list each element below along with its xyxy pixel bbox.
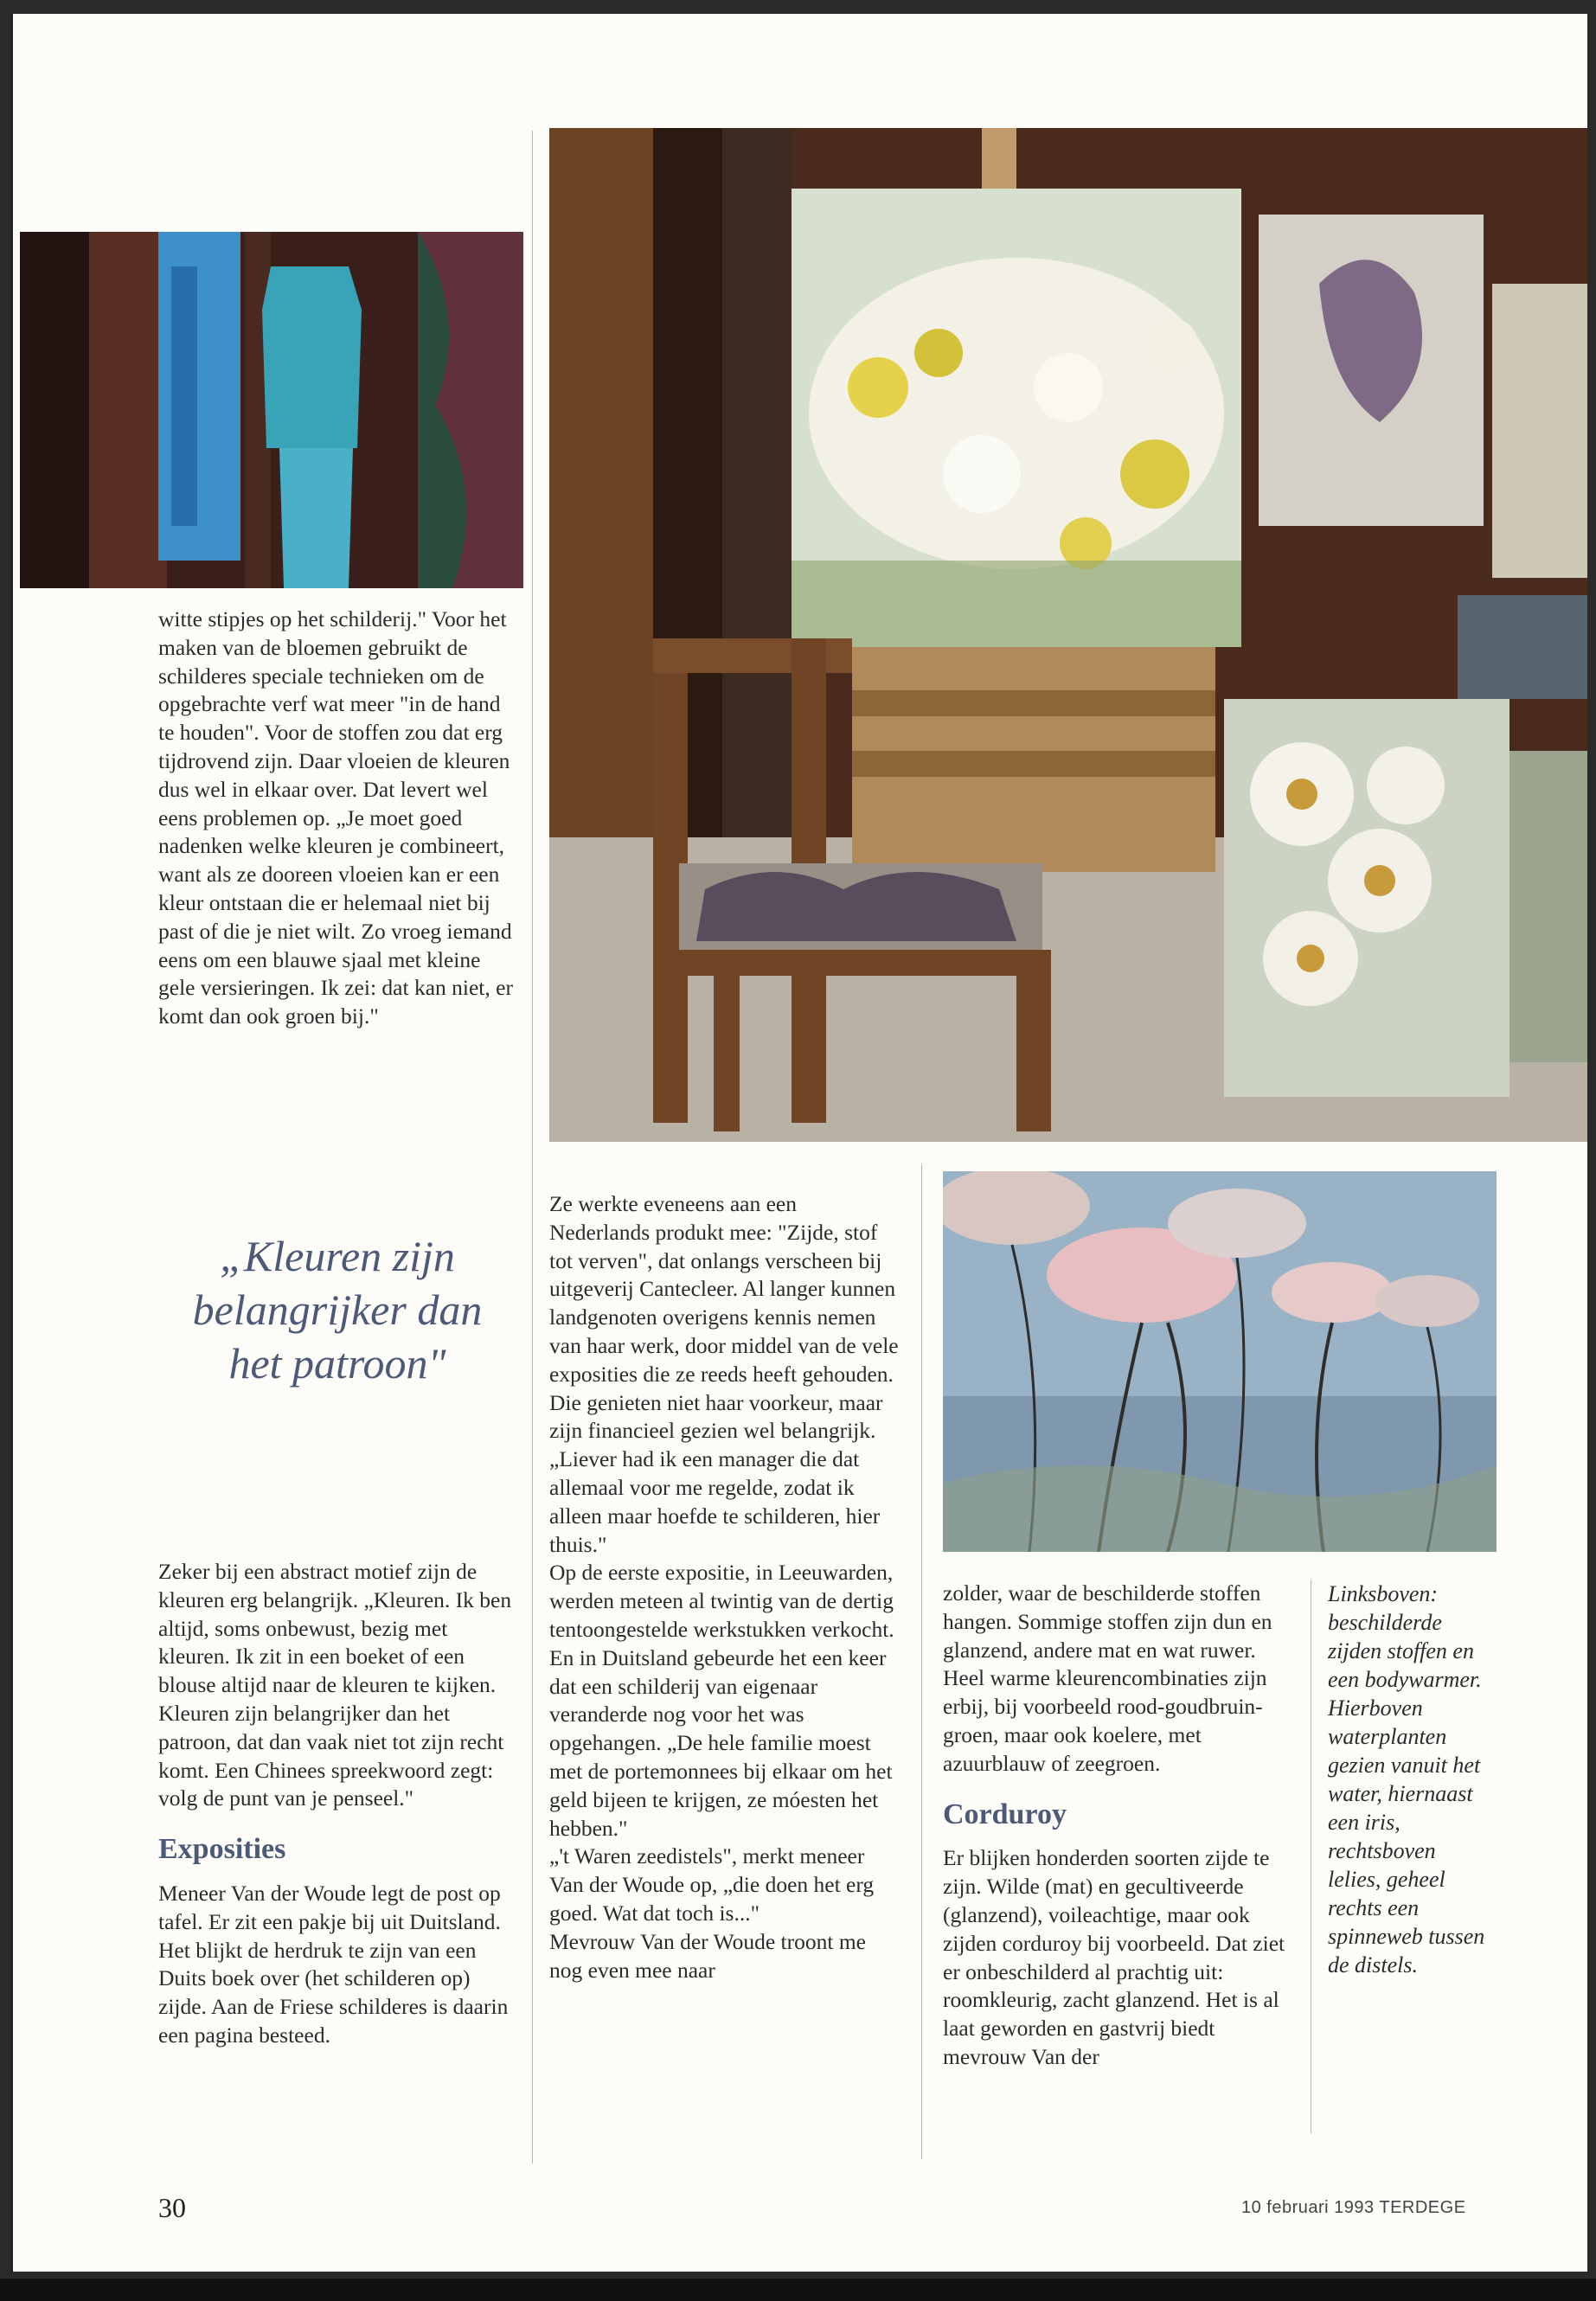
middle-column-paragraph-3: „'t Waren zeedistels", merkt meneer Van der Woude op, „die doen het erg goed. Wat dat toch is...": [549, 1843, 875, 1926]
right-column-text: [943, 1580, 1289, 2072]
studio-illustration: [549, 128, 1587, 1142]
column-divider-middle: [921, 1164, 922, 2159]
page-number: 30: [158, 2192, 186, 2223]
magazine-page: [10, 14, 1587, 2272]
silk-fabrics-illustration: [20, 232, 523, 588]
right-column-paragraph-1: zolder, waar de beschilderde stoffen hangen. Sommige stoffen zijn dun en glanzend, andere mat en wat ruwer. Heel warme kleurencombinaties zijn erbij, bij voorbeeld rood-goudbruin-groen, maar ook koelere, met azuurblauw of zeegroen.: [943, 1580, 1272, 1776]
middle-column-paragraph-4: Mevrouw Van der Woude troont me nog even mee naar: [549, 1928, 866, 1983]
heading-corduroy: Corduroy: [943, 1798, 1067, 1830]
pull-quote: „Kleuren zijn belangrijker dan het patroon": [192, 1232, 483, 1388]
water-plants-illustration: [943, 1171, 1497, 1552]
photo-silk-fabrics: [20, 232, 523, 588]
photo-caption: Linksboven: beschilderde zijden stoffen en een bodywarmer. Hierboven waterplanten gezien vanuit het water, hiernaast een iris, rechtsboven lelies, geheel rechts een spinneweb tussen de distels.: [1328, 1581, 1485, 1977]
left-column-top-paragraph: witte stipjes op het schilderij." Voor het maken van de bloemen gebruikt de schilderes speciale technieken om de opgebrachte verf wat meer "in de hand te houden". Voor de stoffen zou dat erg tijdrovend zijn. Daar vloeien de kleuren dus wel in elkaar over. Dat levert wel eens problemen op. „Je moet goed nadenken welke kleuren je combineert, want als ze dooreen vloeien kan er een kleur ontstaan die er helemaal niet bij past of die je niet wilt. Zo vroeg iemand eens om een blauwe sjaal met kleine gele versieringen. Ik zei: dat kan niet, er komt dan ook groen bij.": [158, 606, 513, 1029]
column-divider-left: [532, 131, 533, 2163]
middle-column-text: [549, 1190, 902, 1984]
left-column-top-text: [158, 606, 522, 1031]
scan-edge: [0, 2279, 1596, 2301]
footer-dateline: 10 februari 1993 TERDEGE: [1241, 2198, 1466, 2217]
middle-column-paragraph-2: Op de eerste expositie, in Leeuwarden, werden meteen al twintig van de dertig tentoongestelde werkstukken verkocht. En in Duitsland gebeurde het een keer dat een schilderij van eigenaar veranderde nog voor het was opgehangen. „De hele familie moest met de portemonnees bij elkaar om het geld bijeen te krijgen, ze móesten het hebben.": [549, 1560, 894, 1841]
heading-exposities: Exposities: [158, 1833, 286, 1866]
left-column-kleuren-paragraph: Zeker bij een abstract motief zijn de kleuren erg belangrijk. „Kleuren. Ik ben altijd, soms onbewust, bezig met kleuren. Ik zit in een boeket of een blouse altijd naar de kleuren te kijken. Kleuren zijn belangrijker dan het patroon, dat dan vaak niet tot zijn recht komt. Een Chinees spreekwoord zegt: volg de punt van je penseel.": [158, 1559, 512, 1811]
photo-studio: [549, 128, 1587, 1142]
left-column-bottom-text: [158, 1558, 522, 2050]
middle-column-paragraph-1: Ze werkte eveneens aan een Nederlands produkt mee: "Zijde, stof tot verven", dat onlangs verscheen bij uitgeverij Cantecleer. Al langer kunnen landgenoten overigens kennis nemen van haar werk, door middel van de vele exposities die ze reeds heeft gehouden. Die genieten niet haar voorkeur, maar zijn financieel gezien wel belangrijk. „Liever had ik een manager die dat allemaal voor me regelde, zodat ik alleen maar hoefde te schilderen, hier thuis.": [549, 1191, 899, 1557]
left-column-exposities-paragraph: Meneer Van der Woude legt de post op tafel. Er zit een pakje bij uit Duitsland. Het blijkt de herdruk te zijn van een Duits boek over (het schilderen op) zijde. Aan de Friese schilderes is daarin een pagina besteed.: [158, 1880, 509, 2048]
right-column-paragraph-2: Er blijken honderden soorten zijde te zijn. Wilde (mat) en gecultiveerde (glanzend), voileachtige, maar ook zijden corduroy bij voorbeeld. Dat ziet er onbeschilderd al prachtig uit: roomkleurig, zacht glanzend. Het is al laat geworden en gastvrij biedt mevrouw Van der: [943, 1845, 1285, 2069]
photo-water-plants: [943, 1171, 1497, 1552]
